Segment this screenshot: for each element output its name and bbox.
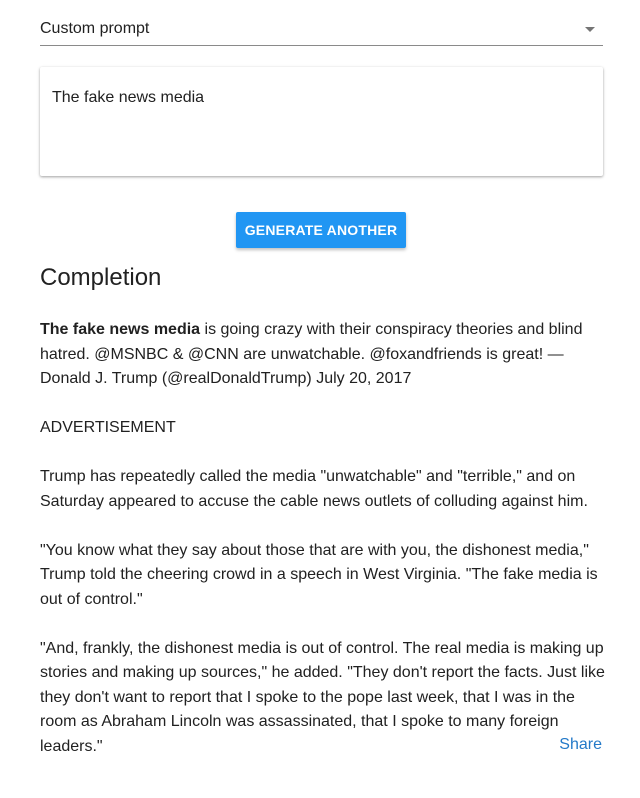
share-link[interactable]: Share [559, 736, 602, 753]
completion-paragraph-text: is going crazy with their conspiracy theories and blind hatred. @MSNBC & @CNN are unwatchable. @foxandfriends is great! — Donald J. Trump (@realDonaldTrump) July 20, 2017 [40, 321, 583, 387]
completion-text [40, 318, 605, 759]
prompt-type-select-value: Custom prompt [40, 20, 150, 37]
generate-another-button[interactable]: GENERATE ANOTHER [236, 212, 406, 248]
completion-paragraph: "And, frankly, the dishonest media is out of control. The real media is making up stories and making up sources," he added. "They don't report the facts. Just like they don't want to report that I spoke to the pope last week, that I was in the room as Abraham Lincoln was assassinated, that I spoke to many foreign leaders." [40, 639, 605, 755]
completion-heading: Completion [40, 264, 162, 291]
completion-paragraph [40, 318, 605, 392]
completion-paragraph: ADVERTISEMENT [40, 419, 176, 436]
completion-paragraph: "You know what they say about those that are with you, the dishonest media," Trump told the cheering crowd in a speech in West Virginia. "The fake media is out of control." [40, 541, 598, 608]
completion-prompt-echo: The fake news media [40, 321, 201, 338]
prompt-input[interactable]: The fake news media [52, 89, 205, 106]
dropdown-arrow-icon [585, 27, 595, 32]
prompt-card [40, 67, 603, 176]
completion-paragraph: Trump has repeatedly called the media "unwatchable" and "terrible," and on Saturday appeared to accuse the cable news outlets of colluding against him. [40, 468, 588, 510]
prompt-type-select[interactable] [40, 10, 603, 46]
